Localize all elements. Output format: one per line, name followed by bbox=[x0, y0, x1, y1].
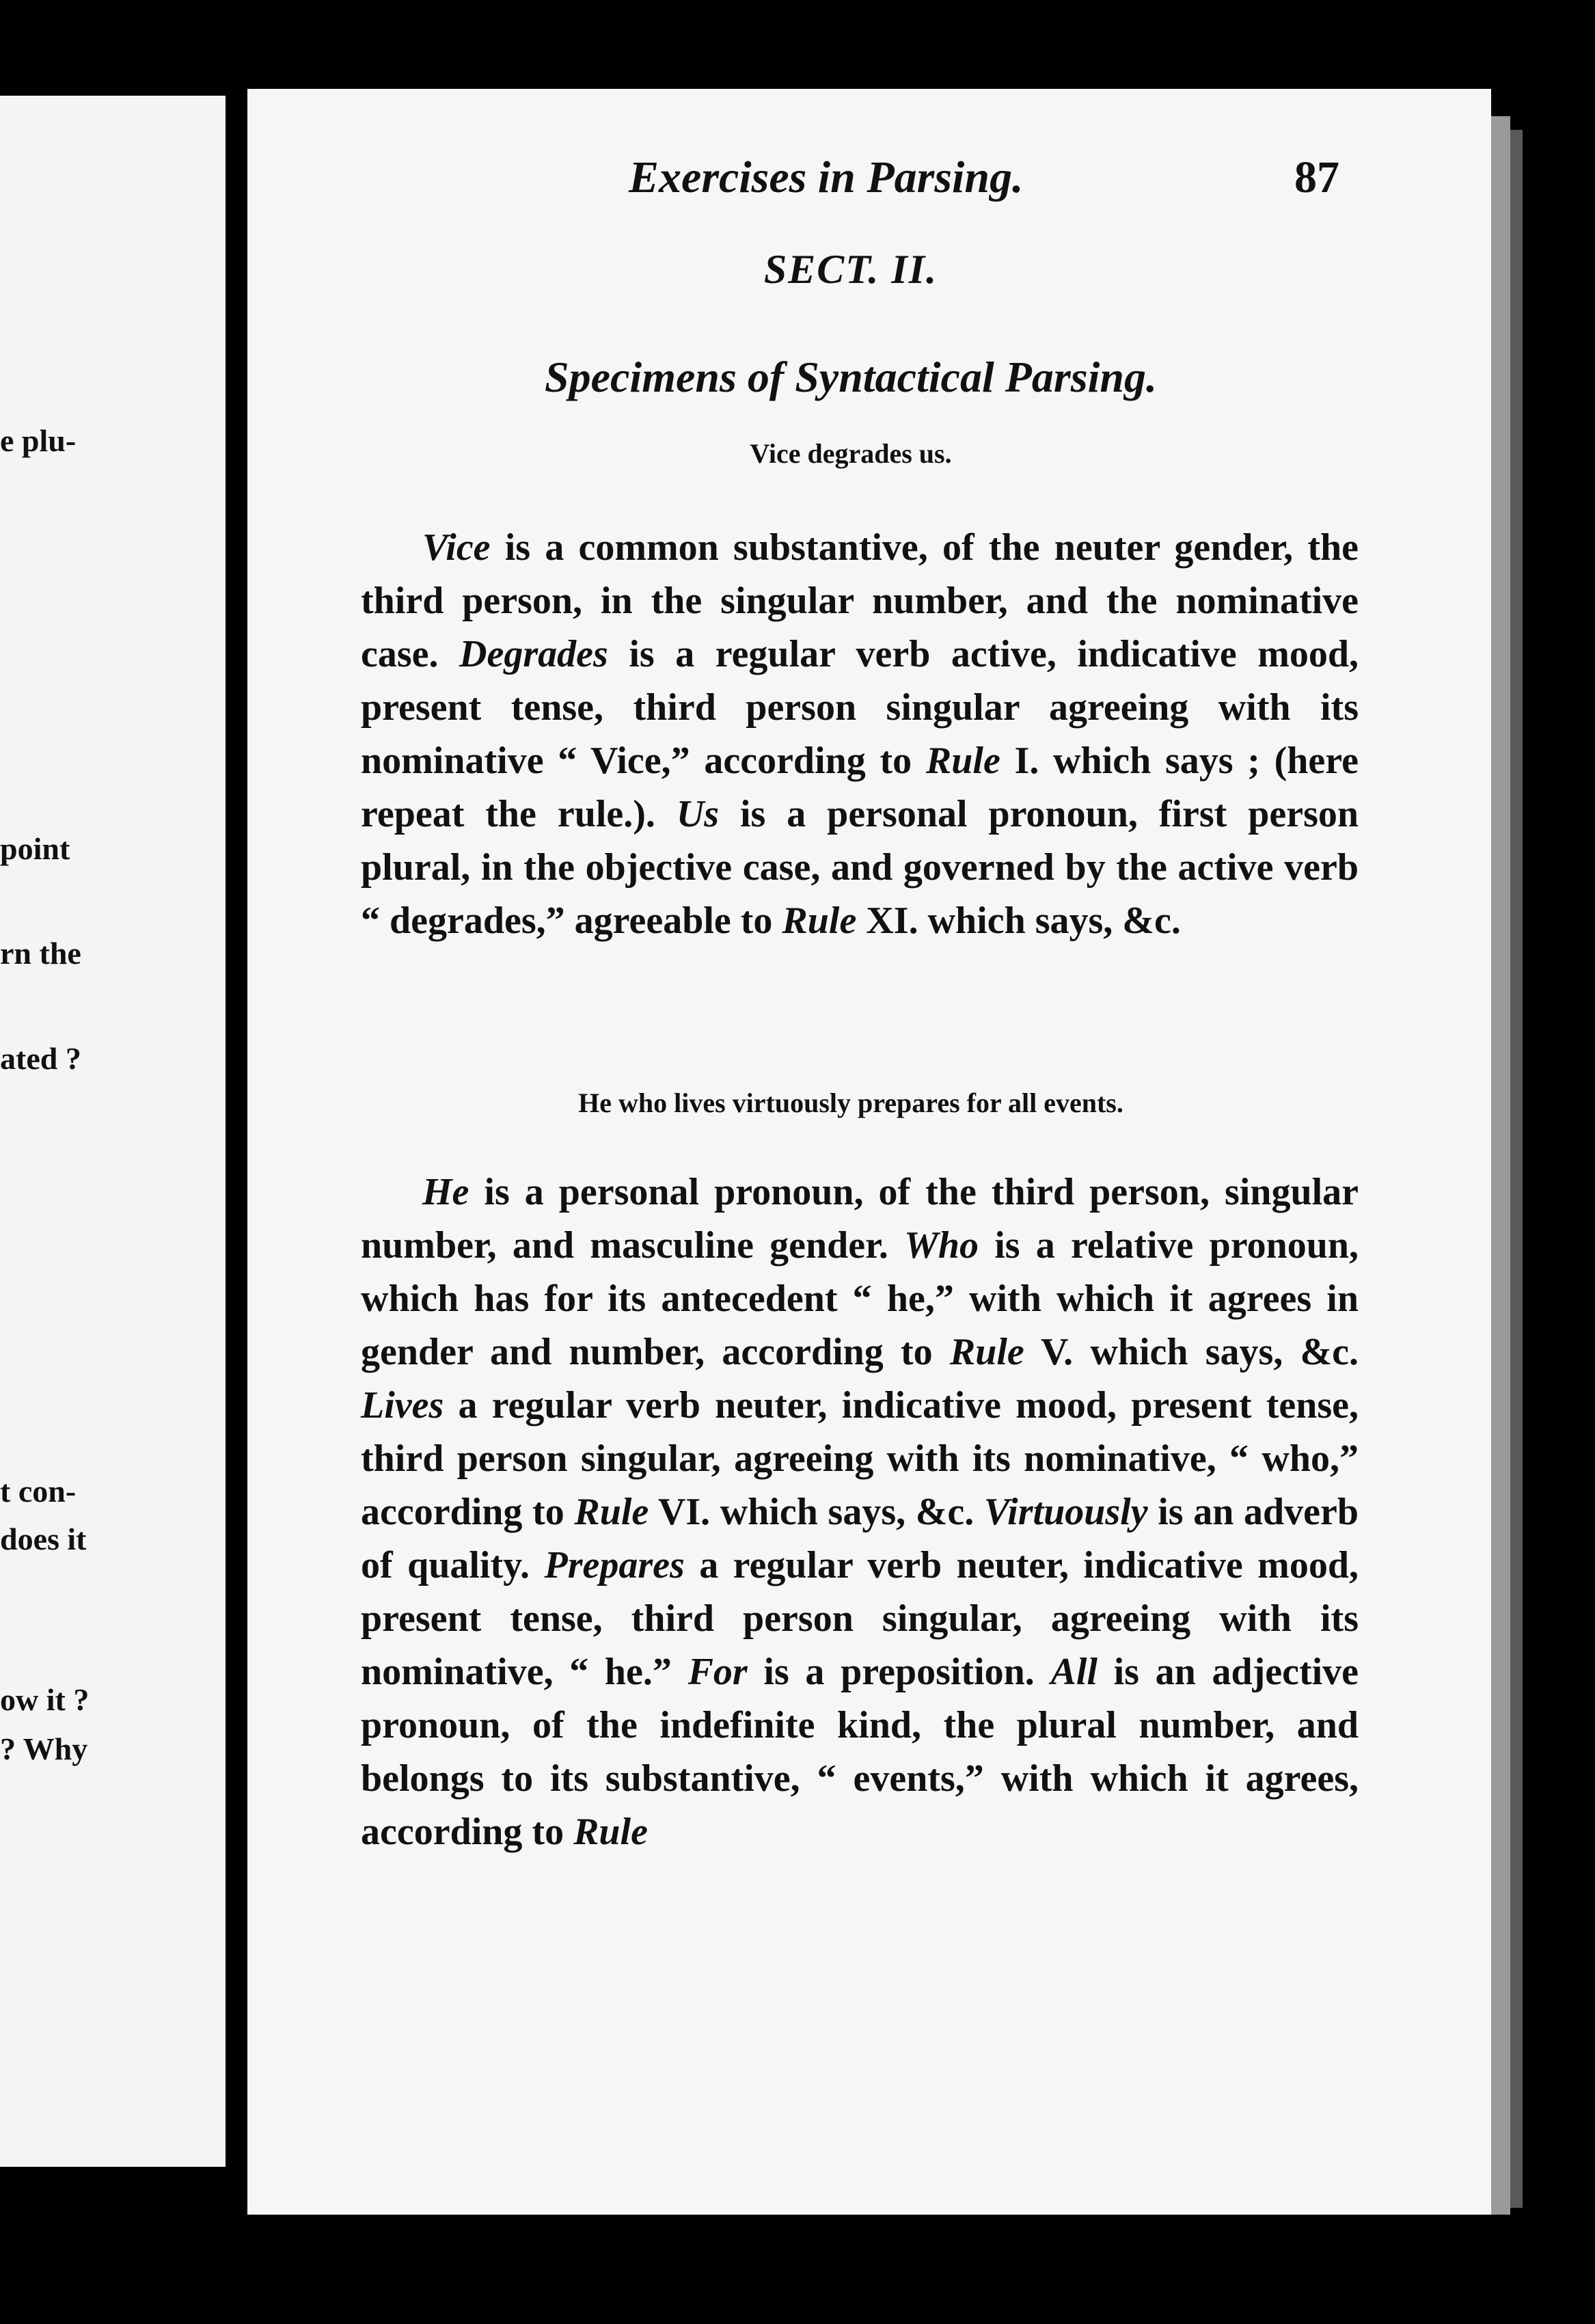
text-run: a regular verb neuter, indicative mood, present tense, third person singular, agreeing with its nominative, “ he.” bbox=[361, 1544, 1359, 1693]
left-fragment: rn the bbox=[0, 936, 81, 971]
italic-term: Who bbox=[904, 1224, 979, 1267]
italic-term: He bbox=[422, 1171, 469, 1213]
text-run: I. which says ; (here repeat the rule.). bbox=[361, 740, 1359, 835]
text-run: is a personal pronoun, first person plural, in the objective case, and governed by the active verb “ degrades,” agreeable to bbox=[361, 793, 1359, 942]
example-sentence-2: He who lives virtuously prepares for all events. bbox=[578, 1087, 1123, 1118]
italic-term: Vice bbox=[422, 526, 491, 569]
italic-term: All bbox=[1050, 1651, 1098, 1693]
italic-term: Rule bbox=[782, 900, 857, 942]
italic-term: Rule bbox=[573, 1811, 648, 1853]
left-fragment: ? Why bbox=[0, 1731, 88, 1766]
text-run: is a relative pronoun, which has for its antecedent “ he,” with which it agrees in gender and number, according to bbox=[361, 1224, 1359, 1373]
previous-page bbox=[0, 96, 226, 2167]
left-fragment: point bbox=[0, 831, 70, 866]
left-fragment: ow it ? bbox=[0, 1682, 90, 1717]
italic-term: Virtuously bbox=[983, 1491, 1148, 1533]
parsing-paragraph-1 bbox=[361, 521, 1359, 947]
book-page bbox=[247, 89, 1491, 2215]
left-fragment: does it bbox=[0, 1522, 87, 1556]
italic-term: Lives bbox=[361, 1384, 444, 1427]
left-fragment: t con- bbox=[0, 1474, 77, 1509]
italic-term: Degrades bbox=[459, 633, 608, 675]
text-run: is a preposition. bbox=[747, 1651, 1051, 1693]
left-fragment: ated ? bbox=[0, 1041, 81, 1076]
italic-term: For bbox=[687, 1651, 748, 1693]
text-run: a regular verb neuter, indicative mood, present tense, third person singular, agreeing with its nominative, “ who,” according to bbox=[361, 1384, 1359, 1533]
running-head bbox=[362, 152, 1339, 206]
italic-term: Rule bbox=[574, 1491, 649, 1533]
section-subtitle: Specimens of Syntactical Parsing. bbox=[545, 353, 1157, 401]
text-run: is an adverb of quality. bbox=[361, 1491, 1359, 1586]
example-sentence-1: Vice degrades us. bbox=[750, 438, 952, 469]
text-run: VI. which says, &c. bbox=[649, 1491, 984, 1533]
text-run: XI. which says, &c. bbox=[856, 900, 1181, 942]
text-run: is a common substantive, of the neuter gender, the third person, in the singular number, and the nominative case. bbox=[361, 526, 1359, 675]
page-number: 87 bbox=[1294, 152, 1339, 202]
text-run: is an adjective pronoun, of the indefinite kind, the plural number, and belongs to its substantive, “ events,” with which it agrees, according to bbox=[361, 1651, 1359, 1853]
page-edge bbox=[1491, 116, 1510, 2215]
left-fragment: e plu- bbox=[0, 423, 77, 458]
text-run: is a personal pronoun, of the third person, singular number, and masculine gender. bbox=[361, 1171, 1359, 1267]
running-title: Exercises in Parsing. bbox=[629, 152, 1024, 202]
italic-term: Rule bbox=[925, 740, 1000, 782]
text-run: is a regular verb active, indicative mood, present tense, third person singular agreeing with its nominative “ Vice,” according to bbox=[361, 633, 1359, 782]
text-run: V. which says, &c. bbox=[1024, 1331, 1359, 1373]
page-edge-shadow bbox=[1510, 130, 1523, 2208]
italic-term: Rule bbox=[949, 1331, 1024, 1373]
parsing-paragraph-2 bbox=[361, 1165, 1359, 1859]
italic-term: Us bbox=[676, 793, 720, 835]
italic-term: Prepares bbox=[544, 1544, 685, 1586]
book-gutter bbox=[226, 96, 236, 2180]
section-heading: SECT. II. bbox=[763, 247, 938, 292]
